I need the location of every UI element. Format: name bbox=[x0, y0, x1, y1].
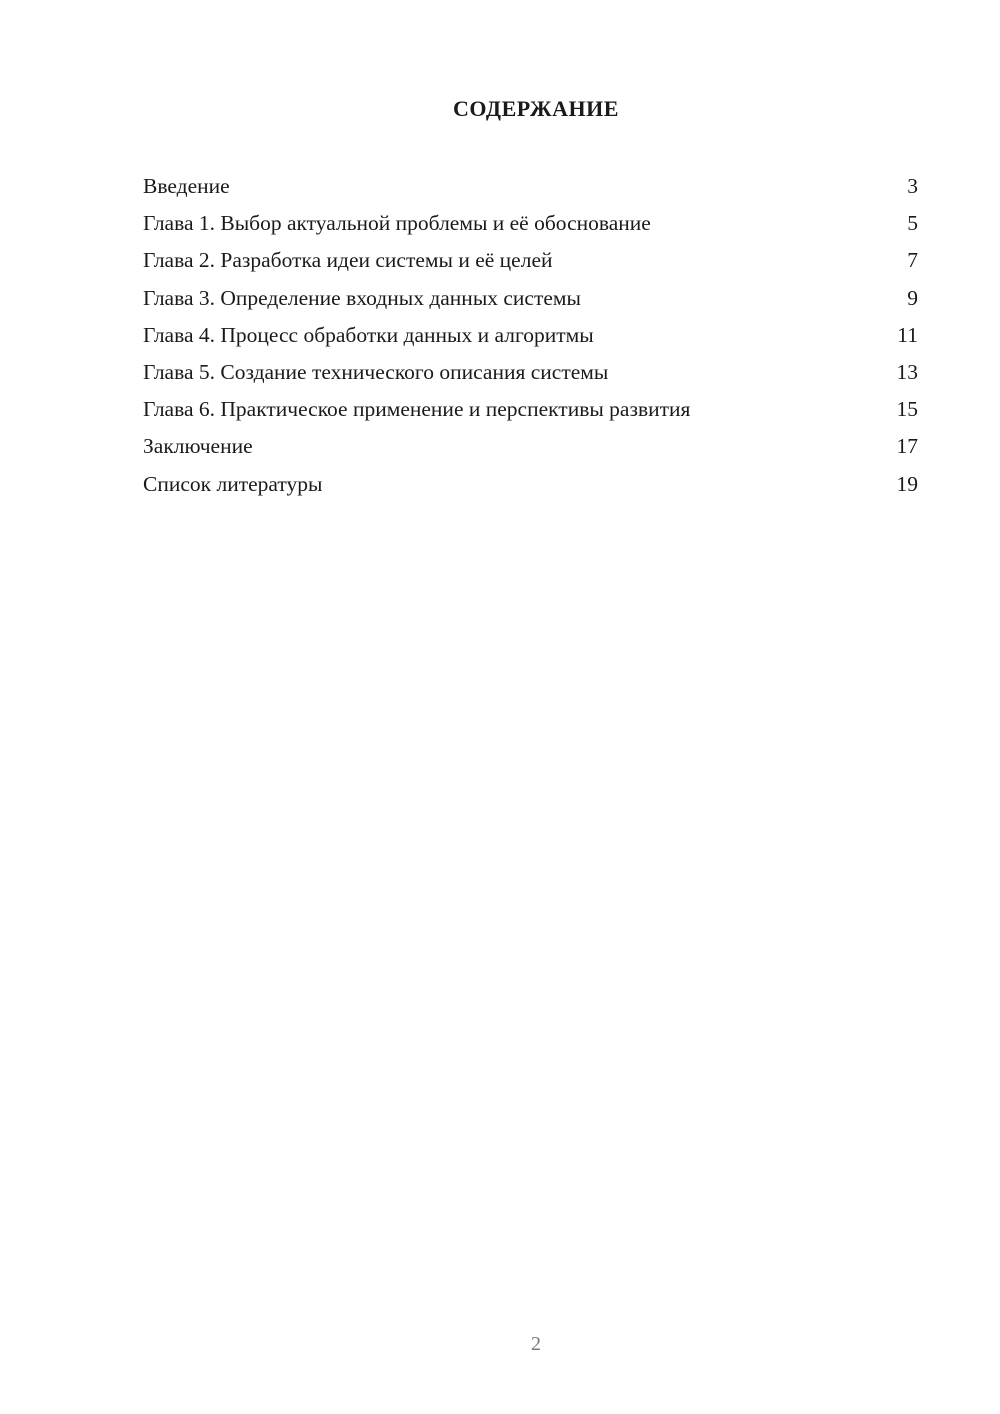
toc-entry-label: Глава 2. Разработка идеи системы и её целей bbox=[143, 248, 553, 273]
toc-entry-chapter-5 bbox=[143, 354, 918, 391]
toc-entry-label: Глава 4. Процесс обработки данных и алгоритмы bbox=[143, 322, 594, 347]
toc-entry-label: Заключение bbox=[143, 434, 253, 459]
toc-entry-page: 3 bbox=[907, 174, 918, 198]
toc-entry-page: 13 bbox=[896, 359, 918, 384]
toc-entry-page: 15 bbox=[896, 397, 918, 422]
toc-entry-conclusion bbox=[143, 428, 918, 465]
toc-entry-page: 11 bbox=[897, 322, 918, 347]
toc-entry-label: Глава 6. Практическое применение и перспективы развития bbox=[143, 397, 691, 422]
page-number: 2 bbox=[531, 1333, 541, 1355]
toc-entry-label: Глава 5. Создание технического описания системы bbox=[143, 359, 609, 384]
toc-entry-label: Список литературы bbox=[143, 471, 323, 496]
toc-entry-chapter-4 bbox=[143, 317, 918, 354]
toc-entry-page: 7 bbox=[907, 248, 918, 273]
toc-entry-page: 19 bbox=[896, 471, 918, 496]
toc-entry-label: Глава 1. Выбор актуальной проблемы и её обоснование bbox=[143, 211, 651, 236]
toc-entry-page: 9 bbox=[907, 285, 918, 310]
toc-entry-chapter-6 bbox=[143, 391, 918, 428]
toc-entry-chapter-1 bbox=[143, 205, 918, 242]
table-of-contents bbox=[143, 168, 918, 503]
toc-entry-label: Введение bbox=[143, 174, 230, 198]
toc-entry-label: Глава 3. Определение входных данных системы bbox=[143, 285, 581, 310]
toc-entry-page: 17 bbox=[896, 434, 918, 459]
toc-entry-bibliography bbox=[143, 466, 918, 503]
toc-entry-chapter-2 bbox=[143, 242, 918, 279]
toc-entry-chapter-3 bbox=[143, 280, 918, 317]
toc-entry-page: 5 bbox=[907, 211, 918, 236]
toc-entry-introduction bbox=[143, 168, 918, 205]
toc-title: СОДЕРЖАНИЕ bbox=[453, 96, 619, 121]
